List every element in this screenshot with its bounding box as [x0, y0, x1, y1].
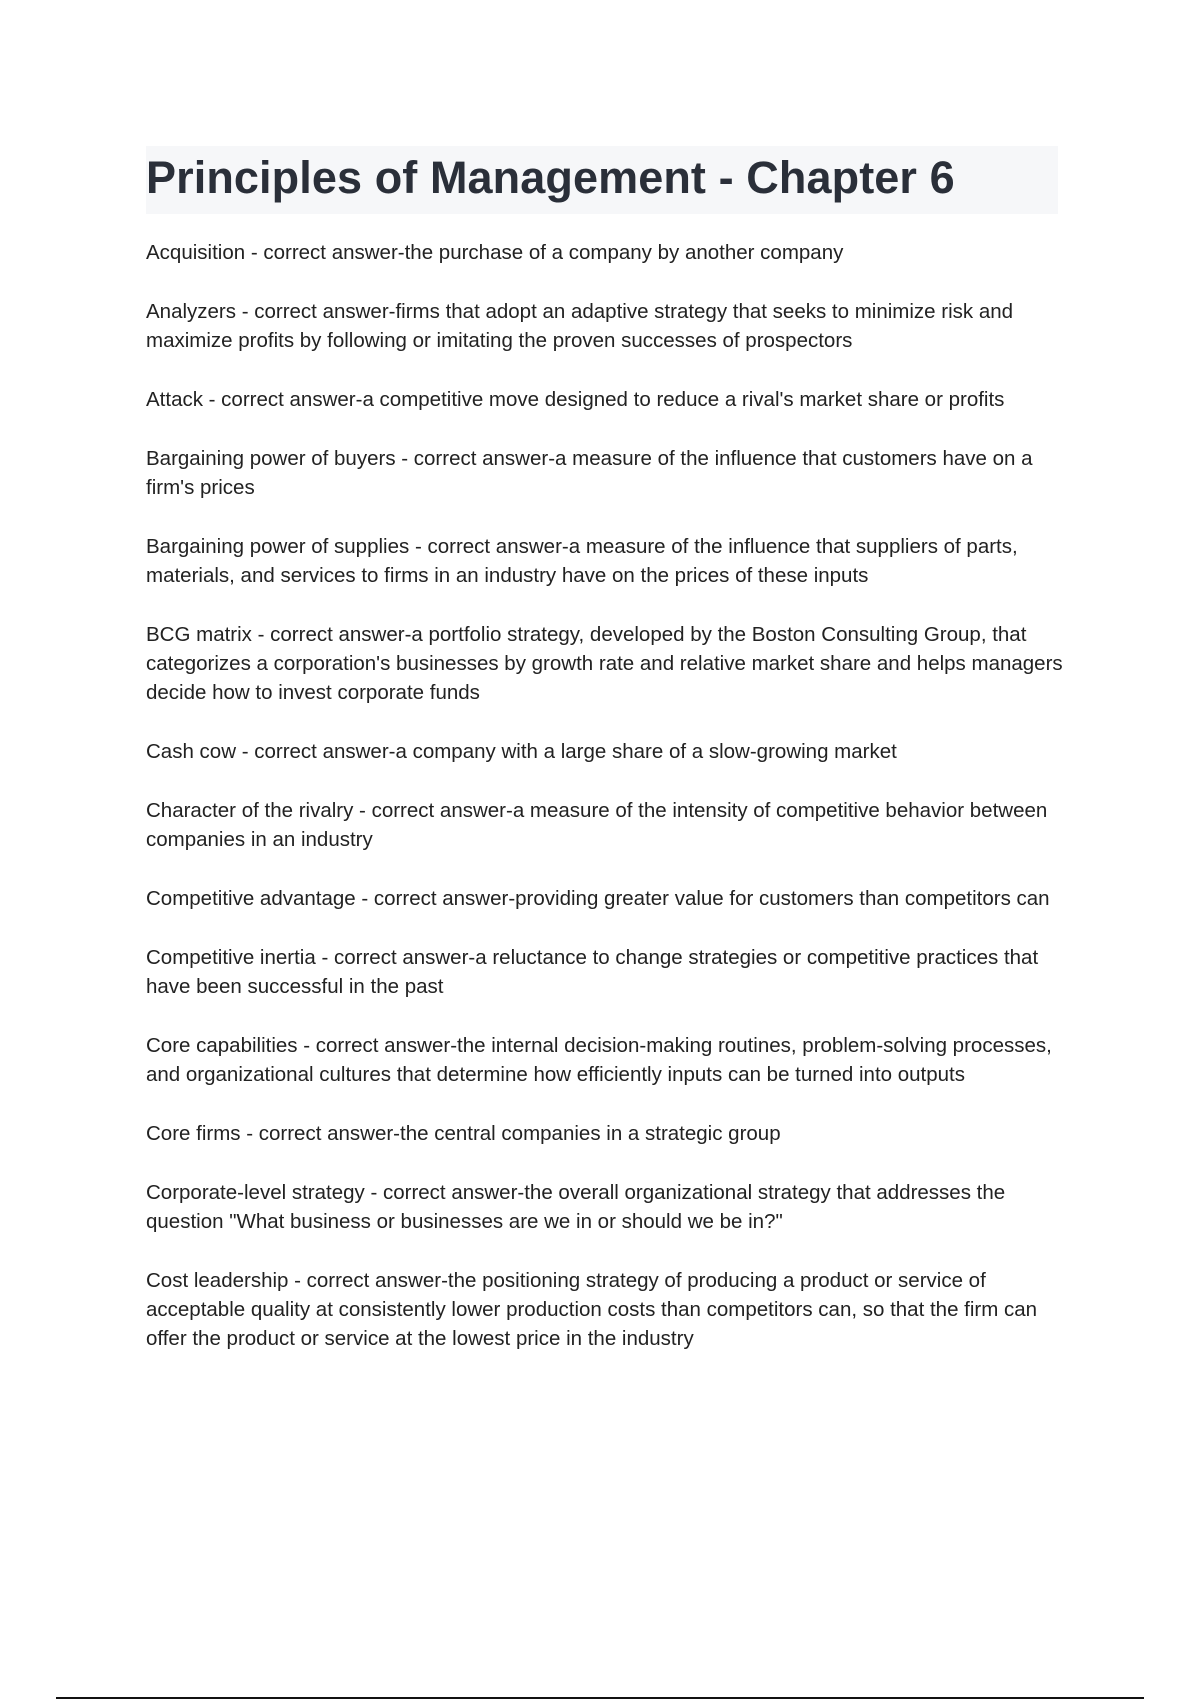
- definition-entry: Analyzers - correct answer-firms that adopt an adaptive strategy that seeks to minimize risk and maximize profits by following or imitating the proven successes of prospectors: [146, 300, 1014, 352]
- definition-entry: Corporate-level strategy - correct answer-the overall organizational strategy that addresses the question "What business or businesses are we in or should we be in?": [146, 1181, 1006, 1233]
- definition-entry: Acquisition - correct answer-the purchase of a company by another company: [146, 241, 844, 264]
- definition-entry: Bargaining power of supplies - correct answer-a measure of the influence that suppliers of parts, materials, and services to firms in an industry have on the prices of these inputs: [146, 535, 1018, 587]
- definition-entry: Cost leadership - correct answer-the positioning strategy of producing a product or service of acceptable quality at consistently lower production costs than competitors can, so that the firm can offer the product or service at the lowest price in the industry: [146, 1269, 1038, 1350]
- definition-entry: Bargaining power of buyers - correct answer-a measure of the influence that customers have on a firm's prices: [146, 447, 1033, 499]
- definition-entry: Competitive inertia - correct answer-a reluctance to change strategies or competitive practices that have been successful in the past: [146, 946, 1039, 998]
- definition-entry: Attack - correct answer-a competitive move designed to reduce a rival's market share or profits: [146, 388, 1005, 411]
- definition-entry: Core capabilities - correct answer-the internal decision-making routines, problem-solving processes, and organizational cultures that determine how efficiently inputs can be turned into outputs: [146, 1034, 1052, 1086]
- definition-entry: Competitive advantage - correct answer-providing greater value for customers than competitors can: [146, 887, 1050, 910]
- footer-divider: [56, 1697, 1144, 1699]
- definition-entry: Core firms - correct answer-the central companies in a strategic group: [146, 1122, 781, 1145]
- definition-entry: Character of the rivalry - correct answer-a measure of the intensity of competitive behavior between companies in an industry: [146, 799, 1048, 851]
- definition-entry: Cash cow - correct answer-a company with a large share of a slow-growing market: [146, 740, 897, 763]
- page-title: Principles of Management - Chapter 6: [146, 152, 955, 203]
- definition-list: [146, 238, 1066, 1383]
- title-block: [146, 146, 1058, 214]
- definition-entry: BCG matrix - correct answer-a portfolio strategy, developed by the Boston Consulting Group, that categorizes a corporation's businesses by growth rate and relative market share and helps managers decide how to invest corporate funds: [146, 623, 1063, 704]
